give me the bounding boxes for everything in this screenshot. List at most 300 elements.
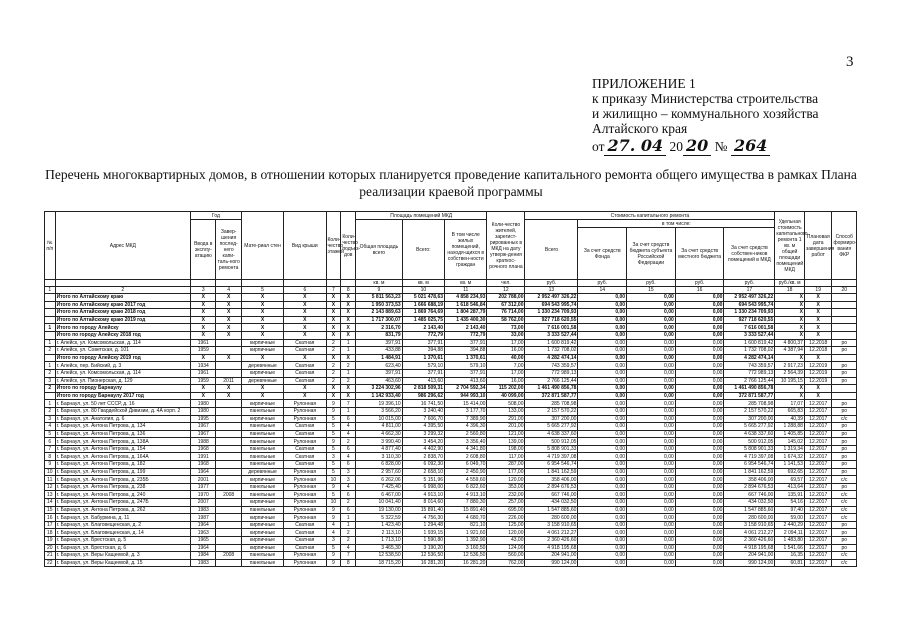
cell-m: ро	[832, 461, 857, 469]
cell-o: 1 547 885,60	[724, 506, 775, 514]
cell-wall: панельные	[241, 438, 283, 446]
cell-a3: 7 389,90	[445, 415, 487, 423]
cell-wall: панельные	[241, 491, 283, 499]
table-row	[45, 362, 857, 370]
cell-en: 2	[341, 529, 356, 537]
cell-addr: Итого по Алтайскому краю	[55, 294, 190, 302]
table-row	[45, 559, 857, 567]
cell-a3: 1 921,60	[445, 529, 487, 537]
cell-d: 12.2017	[804, 407, 832, 415]
cell-f: 0,00	[578, 491, 627, 499]
cell-addr: Итого по Алтайскому краю 2018 год	[55, 309, 190, 317]
cell-y2	[216, 453, 241, 461]
cell-p: 124,00	[487, 544, 525, 552]
cell-a: 10 015,00	[356, 415, 403, 423]
cell-y1: 1965	[191, 537, 216, 545]
cell-r: 0,00	[627, 506, 676, 514]
cell-fl: X	[326, 324, 341, 332]
col-floors-header: Коли-чество этажей	[326, 212, 341, 280]
cell-wall: деревянные	[241, 362, 283, 370]
table-row	[45, 506, 857, 514]
cell-f: 0,00	[578, 499, 627, 507]
cell-o: 667 746,00	[724, 491, 775, 499]
cell-fl: 5	[326, 468, 341, 476]
cell-u: 2 094,11	[775, 529, 805, 537]
cell-en: X	[341, 331, 356, 339]
cell-t: 500 912,05	[525, 438, 578, 446]
cell-l: 0,00	[675, 407, 724, 415]
cell-fl: 9	[326, 438, 341, 446]
cell-en: 4	[341, 544, 356, 552]
cell-roof: X	[284, 324, 326, 332]
cell-en: 1	[341, 339, 356, 347]
cell-t: 2 952 497 326,22	[525, 294, 578, 302]
cell-roof: Рулонная	[284, 506, 326, 514]
cell-l: 0,00	[675, 430, 724, 438]
cell-a2: 6 998,00	[402, 483, 444, 491]
cell-d: 12.2017	[804, 537, 832, 545]
cell-u: 692,65	[775, 468, 805, 476]
cell-f: 0,00	[578, 430, 627, 438]
cell-y2	[216, 476, 241, 484]
cell-p: 291,00	[487, 415, 525, 423]
cell-t: 772 989,13	[525, 369, 578, 377]
cell-a: 6 828,00	[356, 461, 403, 469]
cell-f: 0,00	[578, 476, 627, 484]
cell-n: 11	[45, 476, 56, 484]
cell-m: ро	[832, 537, 857, 545]
cell-u: 54,16	[775, 499, 805, 507]
cell-y2	[216, 407, 241, 415]
cell-r: 0,00	[627, 316, 676, 324]
cell-en: 6	[341, 415, 356, 423]
cell-a3: 4 559,60	[445, 476, 487, 484]
cell-f: 0,00	[578, 385, 627, 393]
cell-n: 5	[45, 430, 56, 438]
cell-wall: X	[241, 294, 283, 302]
cell-wall: деревянные	[241, 468, 283, 476]
cell-roof: Скатная	[284, 461, 326, 469]
cell-wall: панельные	[241, 407, 283, 415]
cell-y2	[216, 559, 241, 567]
cell-a3: 2 450,90	[445, 468, 487, 476]
cell-wall: кирпичные	[241, 537, 283, 545]
cell-wall: кирпичные	[241, 544, 283, 552]
cell-wall: панельные	[241, 461, 283, 469]
col-wall-header: Мате-риал стен	[241, 212, 283, 280]
cell-y2: X	[216, 385, 241, 393]
col-number: 19	[804, 287, 832, 294]
cell-wall: панельные	[241, 445, 283, 453]
cell-r: 0,00	[627, 445, 676, 453]
cell-p: 43,00	[487, 537, 525, 545]
cell-l: 0,00	[675, 354, 724, 362]
cell-l: 0,00	[675, 400, 724, 408]
table-row	[45, 407, 857, 415]
cell-m: ро	[832, 369, 857, 377]
unit-label: руб./кв. м	[775, 280, 805, 287]
cell-a2: 579,10	[402, 362, 444, 370]
table-row	[45, 339, 857, 347]
cell-o: 6 954 546,74	[724, 461, 775, 469]
cell-o: 204 941,00	[724, 552, 775, 560]
cell-p: 120,00	[487, 529, 525, 537]
cell-a2: 2 658,10	[402, 468, 444, 476]
cell-l: 0,00	[675, 499, 724, 507]
cell-y1: X	[191, 354, 216, 362]
cell-n	[45, 301, 56, 309]
cell-p: 40 099,00	[487, 392, 525, 400]
cell-y2	[216, 362, 241, 370]
year-prefix: 20	[669, 139, 684, 154]
cell-addr: г. Барнаул, ул. Бабуркина, д. 11	[55, 514, 190, 522]
cell-fl: X	[326, 301, 341, 309]
cell-o: 4 638 337,60	[724, 430, 775, 438]
cell-a: 3 224 302,96	[356, 385, 403, 393]
cell-a3: 1 370,61	[445, 354, 487, 362]
cell-wall: панельные	[241, 423, 283, 431]
cell-wall: X	[241, 331, 283, 339]
cell-m: ро	[832, 430, 857, 438]
cell-addr: Итого по Алтайскому краю 2019 год	[55, 316, 190, 324]
table-row	[45, 529, 857, 537]
table-subtotal-row	[45, 316, 857, 324]
table-row	[45, 499, 857, 507]
cell-a2: 16 741,50	[402, 400, 444, 408]
cell-d: X	[804, 324, 832, 332]
cell-n: 16	[45, 514, 56, 522]
cell-o: 1 330 234 709,93	[724, 309, 775, 317]
cell-a3: 1 618 546,84	[445, 301, 487, 309]
table-row	[45, 468, 857, 476]
cell-y1: 1983	[191, 559, 216, 567]
cell-m	[832, 331, 857, 339]
cell-r: 0,00	[627, 339, 676, 347]
cell-l: 0,00	[675, 445, 724, 453]
cell-roof: Рулонная	[284, 552, 326, 560]
cell-roof: X	[284, 309, 326, 317]
cell-en: 6	[341, 461, 356, 469]
cell-m: с/с	[832, 514, 857, 522]
col-unit-cost-header: Удельная стоимость капитального ремонта 1 кв. м общей площади помещений МКД	[775, 212, 805, 280]
cell-u: 17,07	[775, 400, 805, 408]
cell-p: 33,00	[487, 331, 525, 339]
cell-a: 1 950 373,53	[356, 301, 403, 309]
cell-a2: 3 190,20	[402, 544, 444, 552]
cell-n: 12	[45, 483, 56, 491]
cell-n: 2	[45, 407, 56, 415]
cell-t: 1 600 819,42	[525, 339, 578, 347]
cell-m	[832, 392, 857, 400]
cell-r: 0,00	[627, 559, 676, 567]
cell-y2	[216, 423, 241, 431]
cell-f: 0,00	[578, 407, 627, 415]
cell-u: 1 483,80	[775, 537, 805, 545]
unit-label: кв. м	[445, 280, 487, 287]
cell-m: ро	[832, 347, 857, 355]
cell-u: 69,57	[775, 476, 805, 484]
cell-n: 1	[45, 362, 56, 370]
table-subtotal-row	[45, 294, 857, 302]
cell-fl: 10	[326, 499, 341, 507]
cell-p: 7,00	[487, 362, 525, 370]
cell-y1: 1968	[191, 461, 216, 469]
cell-y1: 1959	[191, 377, 216, 385]
cell-a: 2 113,10	[356, 529, 403, 537]
cell-d: 12.2019	[804, 362, 832, 370]
table-subtotal-row	[45, 309, 857, 317]
cell-y2: X	[216, 331, 241, 339]
cell-addr: г. Барнаул, ул. Благовещенская, д. 2	[55, 521, 190, 529]
cell-t: 3 158 910,65	[525, 521, 578, 529]
cell-t: 5 808 901,33	[525, 445, 578, 453]
cell-y1: X	[191, 385, 216, 393]
table-row	[45, 400, 857, 408]
cell-n: 15	[45, 506, 56, 514]
cell-d: X	[804, 309, 832, 317]
table-row	[45, 377, 857, 385]
cell-addr: г. Барнаул, ул. Антона Петрова, д. 154	[55, 445, 190, 453]
cell-a: 1 142 933,40	[356, 392, 403, 400]
cell-r: 0,00	[627, 476, 676, 484]
cell-y2	[216, 400, 241, 408]
col-number: 18	[775, 287, 805, 294]
cell-roof: X	[284, 392, 326, 400]
cell-a: 4 877,40	[356, 445, 403, 453]
cell-fl: 5	[326, 491, 341, 499]
cell-l: 0,00	[675, 559, 724, 567]
cell-y2	[216, 438, 241, 446]
cell-t: 1 547 885,60	[525, 506, 578, 514]
cell-d: 12.2017	[804, 400, 832, 408]
cell-wall: кирпичные	[241, 339, 283, 347]
table-row	[45, 415, 857, 423]
cell-wall: панельные	[241, 506, 283, 514]
cell-addr: Итого по городу Алейску 2018 год	[55, 331, 190, 339]
cell-l: 0,00	[675, 476, 724, 484]
cell-d: X	[804, 316, 832, 324]
table-subtotal-row	[45, 354, 857, 362]
table-subtotal-row	[45, 301, 857, 309]
cell-y1: 1977	[191, 483, 216, 491]
cell-f: 0,00	[578, 544, 627, 552]
cell-addr: г. Барнаул, ул. Антона Петрова, д. 138А	[55, 438, 190, 446]
cell-r: 0,00	[627, 354, 676, 362]
cell-roof: Скатная	[284, 347, 326, 355]
table-subtotal-row	[45, 331, 857, 339]
cell-a2: 6 092,30	[402, 461, 444, 469]
cell-y2	[216, 506, 241, 514]
cell-en: 1	[341, 514, 356, 522]
cell-y1: 1963	[191, 529, 216, 537]
cell-a3: 4 913,10	[445, 491, 487, 499]
cell-u: 1 288,88	[775, 423, 805, 431]
cell-y1: 1970	[191, 491, 216, 499]
cell-addr: г. Барнаул, ул. Антона Петрова, д. 136	[55, 430, 190, 438]
col-number: 15	[627, 287, 676, 294]
cell-m	[832, 309, 857, 317]
cell-y2	[216, 347, 241, 355]
cell-r: 0,00	[627, 369, 676, 377]
col-num-header: № п/п	[45, 212, 56, 280]
col-cost-owners-header: За счет средств собствен-ников помещений в МКД	[724, 228, 775, 280]
cell-en: 7	[341, 552, 356, 560]
cell-fl: 5	[326, 415, 341, 423]
cell-m	[832, 354, 857, 362]
cell-n: 9	[45, 461, 56, 469]
cell-l: 0,00	[675, 385, 724, 393]
col-cost-local-header: За счет средств местного бюджета	[675, 228, 724, 280]
cell-roof: Скатная	[284, 362, 326, 370]
cell-n	[45, 309, 56, 317]
col-roof-header: Вид крыши	[284, 212, 326, 280]
cell-roof: X	[284, 331, 326, 339]
cell-f: 0,00	[578, 316, 627, 324]
number-prefix: №	[714, 139, 728, 154]
cell-p: 695,00	[487, 506, 525, 514]
cell-a3: 394,88	[445, 347, 487, 355]
cell-a3: 4 858 234,93	[445, 294, 487, 302]
cell-d: 12.2017	[804, 506, 832, 514]
cell-d: 12.2018	[804, 347, 832, 355]
cell-r: 0,00	[627, 514, 676, 522]
cell-y1: 1964	[191, 521, 216, 529]
cell-p: 201,00	[487, 423, 525, 431]
appendix-block	[592, 76, 819, 136]
cell-p: 508,00	[487, 400, 525, 408]
cell-a2: 12 536,50	[402, 552, 444, 560]
cell-wall: панельные	[241, 453, 283, 461]
cell-r: 0,00	[627, 392, 676, 400]
cell-addr: г. Алейск, ул. Советская, д. 101	[55, 347, 190, 355]
cell-r: 0,00	[627, 385, 676, 393]
cell-d: 12.2017	[804, 483, 832, 491]
cell-n: 8	[45, 453, 56, 461]
cell-o: 307 200,00	[724, 415, 775, 423]
cell-o: 500 912,05	[724, 438, 775, 446]
cell-m: ро	[832, 377, 857, 385]
cell-en: 3	[341, 476, 356, 484]
cell-addr: г. Барнаул, ул. Веры Кащеевой, д. 15	[55, 559, 190, 567]
table-row	[45, 552, 857, 560]
cell-p: 16,00	[487, 377, 525, 385]
cell-r: 0,00	[627, 415, 676, 423]
cell-p: 125,00	[487, 521, 525, 529]
cell-m: ро	[832, 468, 857, 476]
cell-t: 2 894 676,53	[525, 483, 578, 491]
cell-y1: 1968	[191, 445, 216, 453]
cell-roof: Скатная	[284, 339, 326, 347]
cell-l: 0,00	[675, 362, 724, 370]
col-number: 12	[487, 287, 525, 294]
cell-r: 0,00	[627, 461, 676, 469]
cell-fl: 9	[326, 400, 341, 408]
col-number: 17	[724, 287, 775, 294]
cell-en: 1	[341, 369, 356, 377]
cell-p: 17,00	[487, 339, 525, 347]
cell-en: 2	[341, 499, 356, 507]
cell-u: 2 564,39	[775, 369, 805, 377]
cell-f: 0,00	[578, 483, 627, 491]
cell-l: 0,00	[675, 347, 724, 355]
cell-en: 1	[341, 407, 356, 415]
cell-u: X	[775, 392, 805, 400]
cell-y2	[216, 468, 241, 476]
col-area-all-header: Всего:	[402, 220, 444, 280]
cell-o: 2 360 426,60	[724, 537, 775, 545]
cell-l: 0,00	[675, 521, 724, 529]
cell-a2: 5 021 478,63	[402, 294, 444, 302]
cell-n: 1	[45, 400, 56, 408]
cell-a: 6 262,06	[356, 476, 403, 484]
cell-fl: 5	[326, 461, 341, 469]
col-cost-total-header: Всего	[525, 220, 578, 280]
cell-roof: Рулонная	[284, 559, 326, 567]
col-year-group-header: Год	[191, 212, 242, 220]
cell-t: 434 032,50	[525, 499, 578, 507]
cell-u: X	[775, 294, 805, 302]
cell-t: 4 061 212,27	[525, 529, 578, 537]
cell-wall: панельные	[241, 559, 283, 567]
cell-r: 0,00	[627, 552, 676, 560]
cell-d: 12.2017	[804, 552, 832, 560]
col-cost-fund-header: За счет средств Фонда	[578, 228, 627, 280]
cell-p: 133,00	[487, 407, 525, 415]
cell-wall: X	[241, 354, 283, 362]
cell-u: X	[775, 301, 805, 309]
cell-d: X	[804, 301, 832, 309]
cell-l: 0,00	[675, 537, 724, 545]
cell-f: 0,00	[578, 506, 627, 514]
cell-en: 4	[341, 423, 356, 431]
cell-m: ро	[832, 339, 857, 347]
cell-u: 16,35	[775, 552, 805, 560]
cell-en: 2	[341, 362, 356, 370]
cell-y1: X	[191, 309, 216, 317]
cell-a: 3 566,20	[356, 407, 403, 415]
col-number: 3	[191, 287, 216, 294]
cell-t: 5 665 277,92	[525, 423, 578, 431]
cell-wall: кирпичные	[241, 415, 283, 423]
cell-a: 2 143 889,63	[356, 309, 403, 317]
cell-m: с/с	[832, 476, 857, 484]
cell-wall: X	[241, 316, 283, 324]
cell-y1: 1987	[191, 514, 216, 522]
cell-f: 0,00	[578, 514, 627, 522]
col-cost-rf-header: За счет средств бюджета субъекта Российской Федерации	[627, 228, 676, 280]
table-row	[45, 476, 857, 484]
cell-l: 0,00	[675, 294, 724, 302]
cell-d: 12.2017	[804, 491, 832, 499]
cell-roof: Скатная	[284, 430, 326, 438]
cell-a2: 394,88	[402, 347, 444, 355]
cell-y1: 1967	[191, 430, 216, 438]
cell-r: 0,00	[627, 407, 676, 415]
cell-y2: X	[216, 316, 241, 324]
cell-f: 0,00	[578, 438, 627, 446]
cell-wall: кирпичные	[241, 521, 283, 529]
col-number: 11	[445, 287, 487, 294]
cell-roof: Скатная	[284, 537, 326, 545]
cell-t: 694 543 995,74	[525, 301, 578, 309]
appendix-line: и жилищно – коммунального хозяйства	[592, 106, 819, 121]
cell-en: 2	[341, 537, 356, 545]
unit-label: чел.	[487, 280, 525, 287]
cell-y1: 2007	[191, 499, 216, 507]
cell-p: 67 312,00	[487, 301, 525, 309]
appendix-line: ПРИЛОЖЕНИЕ 1	[592, 76, 696, 91]
cell-a: 831,79	[356, 331, 403, 339]
